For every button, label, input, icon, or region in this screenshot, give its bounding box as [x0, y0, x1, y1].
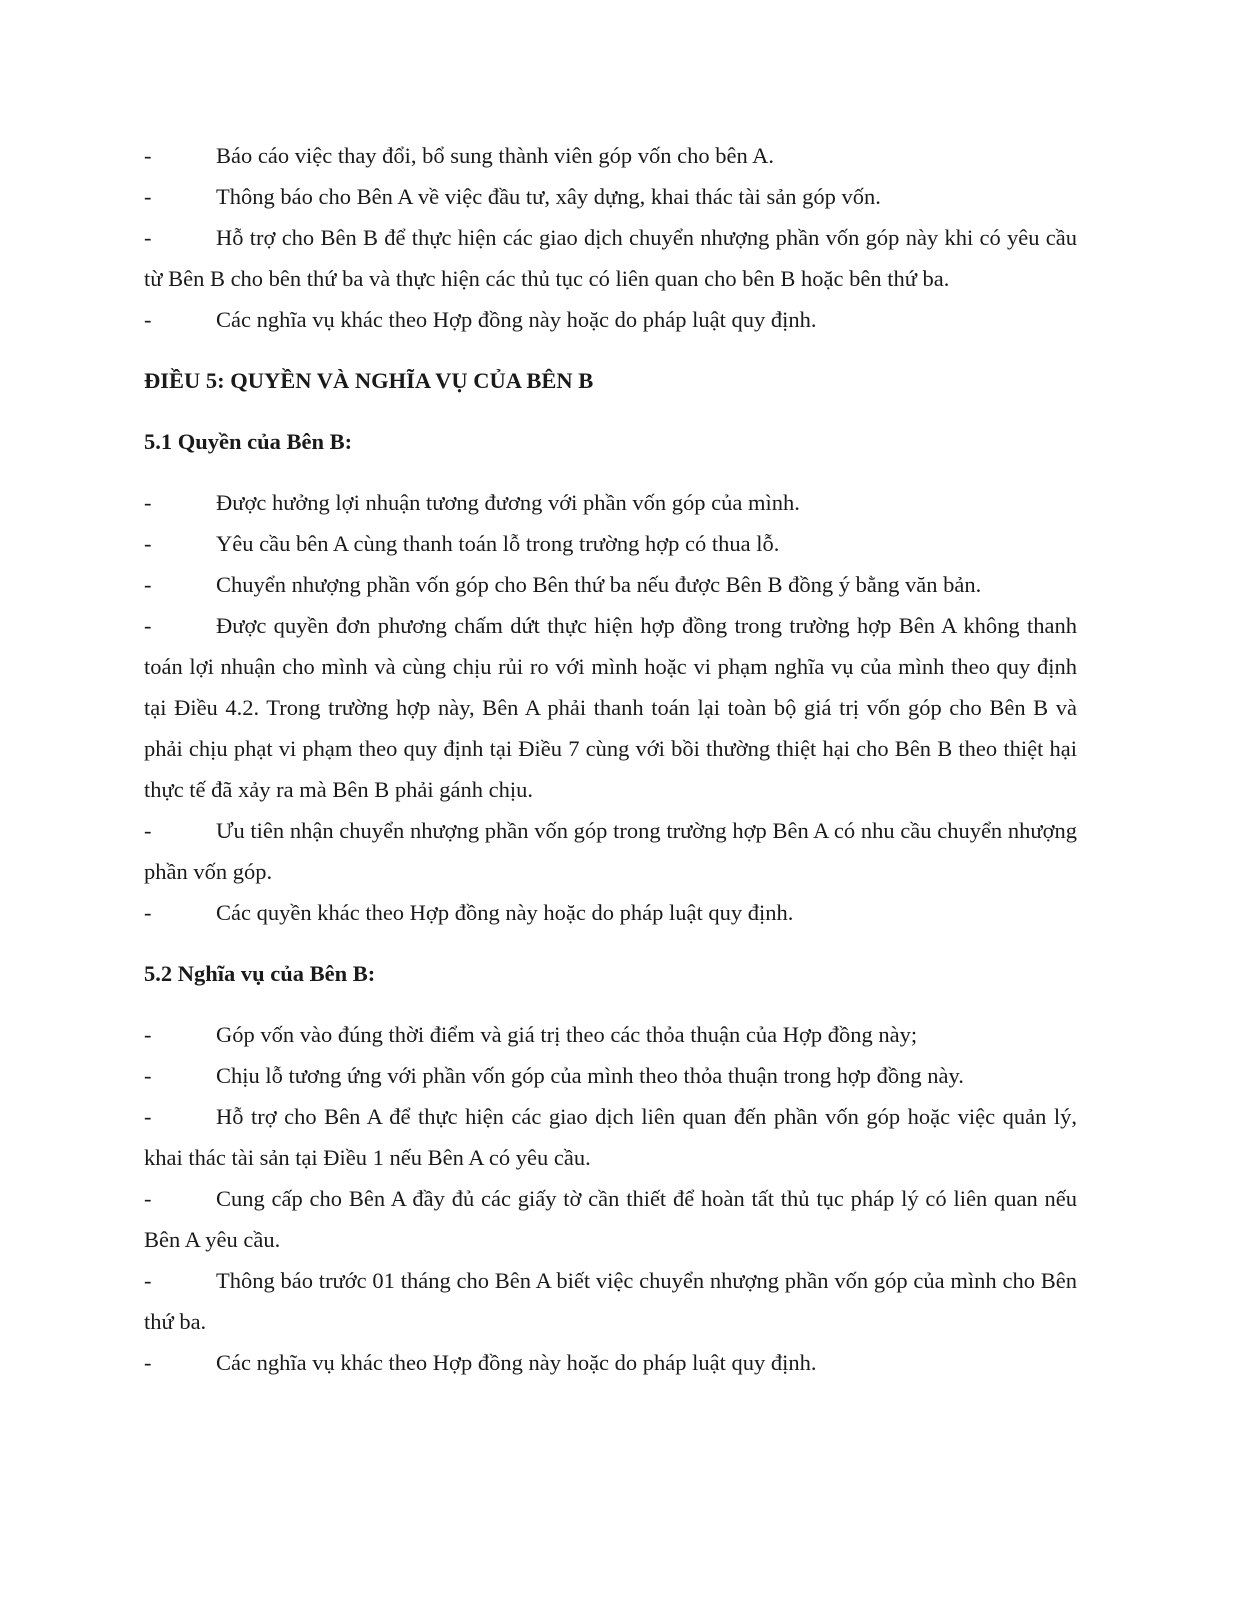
list-item [144, 1178, 1077, 1260]
list-item [144, 1014, 1077, 1055]
list-item-text: Chuyển nhượng phần vốn góp cho Bên thứ ba nếu được Bên B đồng ý bằng văn bản. [216, 572, 982, 597]
list-item [144, 892, 1077, 933]
list-marker: - [144, 184, 152, 209]
list-item [144, 1342, 1077, 1383]
list-item-text: Được quyền đơn phương chấm dứt thực hiện hợp đồng trong trường hợp Bên A không thanh toán lợi nhuận cho mình và cùng chịu rủi ro với mình hoặc vi phạm nghĩa vụ của mình theo quy định tại Điều 4.2. Trong trường hợp này, Bên A phải thanh toán lại toàn bộ giá trị vốn góp cho Bên B và phải chịu phạt vi phạm theo quy định tại Điều 7 cùng với bồi thường thiệt hại cho Bên B theo thiệt hại thực tế đã xảy ra mà Bên B phải gánh chịu. [144, 613, 1077, 802]
list-item-text: Hỗ trợ cho Bên B để thực hiện các giao dịch chuyển nhượng phần vốn góp này khi có yêu cầu từ Bên B cho bên thứ ba và thực hiện các thủ tục có liên quan cho bên B hoặc bên thứ ba. [144, 225, 1077, 291]
list-item-text: Góp vốn vào đúng thời điểm và giá trị theo các thỏa thuận của Hợp đồng này; [216, 1022, 918, 1047]
list-item [144, 217, 1077, 299]
list-item [144, 1260, 1077, 1342]
list-item-text: Các nghĩa vụ khác theo Hợp đồng này hoặc do pháp luật quy định. [216, 307, 817, 332]
list-item [144, 135, 1077, 176]
list-marker: - [144, 1104, 152, 1129]
rights-list [144, 482, 1077, 933]
list-marker: - [144, 1022, 152, 1047]
list-item-text: Ưu tiên nhận chuyển nhượng phần vốn góp trong trường hợp Bên A có nhu cầu chuyển nhượng phần vốn góp. [144, 818, 1077, 884]
rights-heading: 5.1 Quyền của Bên B: [144, 429, 353, 454]
list-item-text: Các quyền khác theo Hợp đồng này hoặc do pháp luật quy định. [216, 900, 794, 925]
list-marker: - [144, 490, 152, 515]
list-marker: - [144, 818, 152, 843]
list-marker: - [144, 1063, 152, 1088]
list-marker: - [144, 143, 152, 168]
list-item-text: Các nghĩa vụ khác theo Hợp đồng này hoặc do pháp luật quy định. [216, 1350, 817, 1375]
list-item [144, 1055, 1077, 1096]
list-marker: - [144, 307, 152, 332]
list-item-text: Báo cáo việc thay đổi, bổ sung thành viên góp vốn cho bên A. [216, 143, 775, 168]
list-item [144, 176, 1077, 217]
list-item [144, 523, 1077, 564]
list-item [144, 299, 1077, 340]
list-marker: - [144, 531, 152, 556]
article-5-title: ĐIỀU 5: QUYỀN VÀ NGHĨA VỤ CỦA BÊN B [144, 368, 594, 393]
list-item [144, 482, 1077, 523]
list-item-text: Thông báo cho Bên A về việc đầu tư, xây dựng, khai thác tài sản góp vốn. [216, 184, 881, 209]
list-marker: - [144, 1350, 152, 1375]
section4-tail-list [144, 135, 1077, 340]
list-marker: - [144, 900, 152, 925]
list-marker: - [144, 1186, 152, 1211]
list-item-text: Chịu lỗ tương ứng với phần vốn góp của mình theo thỏa thuận trong hợp đồng này. [216, 1063, 964, 1088]
list-item-text: Được hưởng lợi nhuận tương đương với phần vốn góp của mình. [216, 490, 800, 515]
list-marker: - [144, 1268, 152, 1293]
list-item [144, 810, 1077, 892]
obligations-heading: 5.2 Nghĩa vụ của Bên B: [144, 961, 376, 986]
list-item-text: Thông báo trước 01 tháng cho Bên A biết việc chuyển nhượng phần vốn góp của mình cho Bên thứ ba. [144, 1268, 1077, 1334]
list-item [144, 564, 1077, 605]
list-item-text: Cung cấp cho Bên A đầy đủ các giấy tờ cần thiết để hoàn tất thủ tục pháp lý có liên quan nếu Bên A yêu cầu. [144, 1186, 1077, 1252]
list-item [144, 605, 1077, 810]
list-marker: - [144, 613, 152, 638]
list-marker: - [144, 572, 152, 597]
list-item-text: Yêu cầu bên A cùng thanh toán lỗ trong trường hợp có thua lỗ. [216, 531, 780, 556]
list-marker: - [144, 225, 152, 250]
list-item-text: Hỗ trợ cho Bên A để thực hiện các giao dịch liên quan đến phần vốn góp hoặc việc quản lý, khai thác tài sản tại Điều 1 nếu Bên A có yêu cầu. [144, 1104, 1077, 1170]
list-item [144, 1096, 1077, 1178]
obligations-list [144, 1014, 1077, 1383]
